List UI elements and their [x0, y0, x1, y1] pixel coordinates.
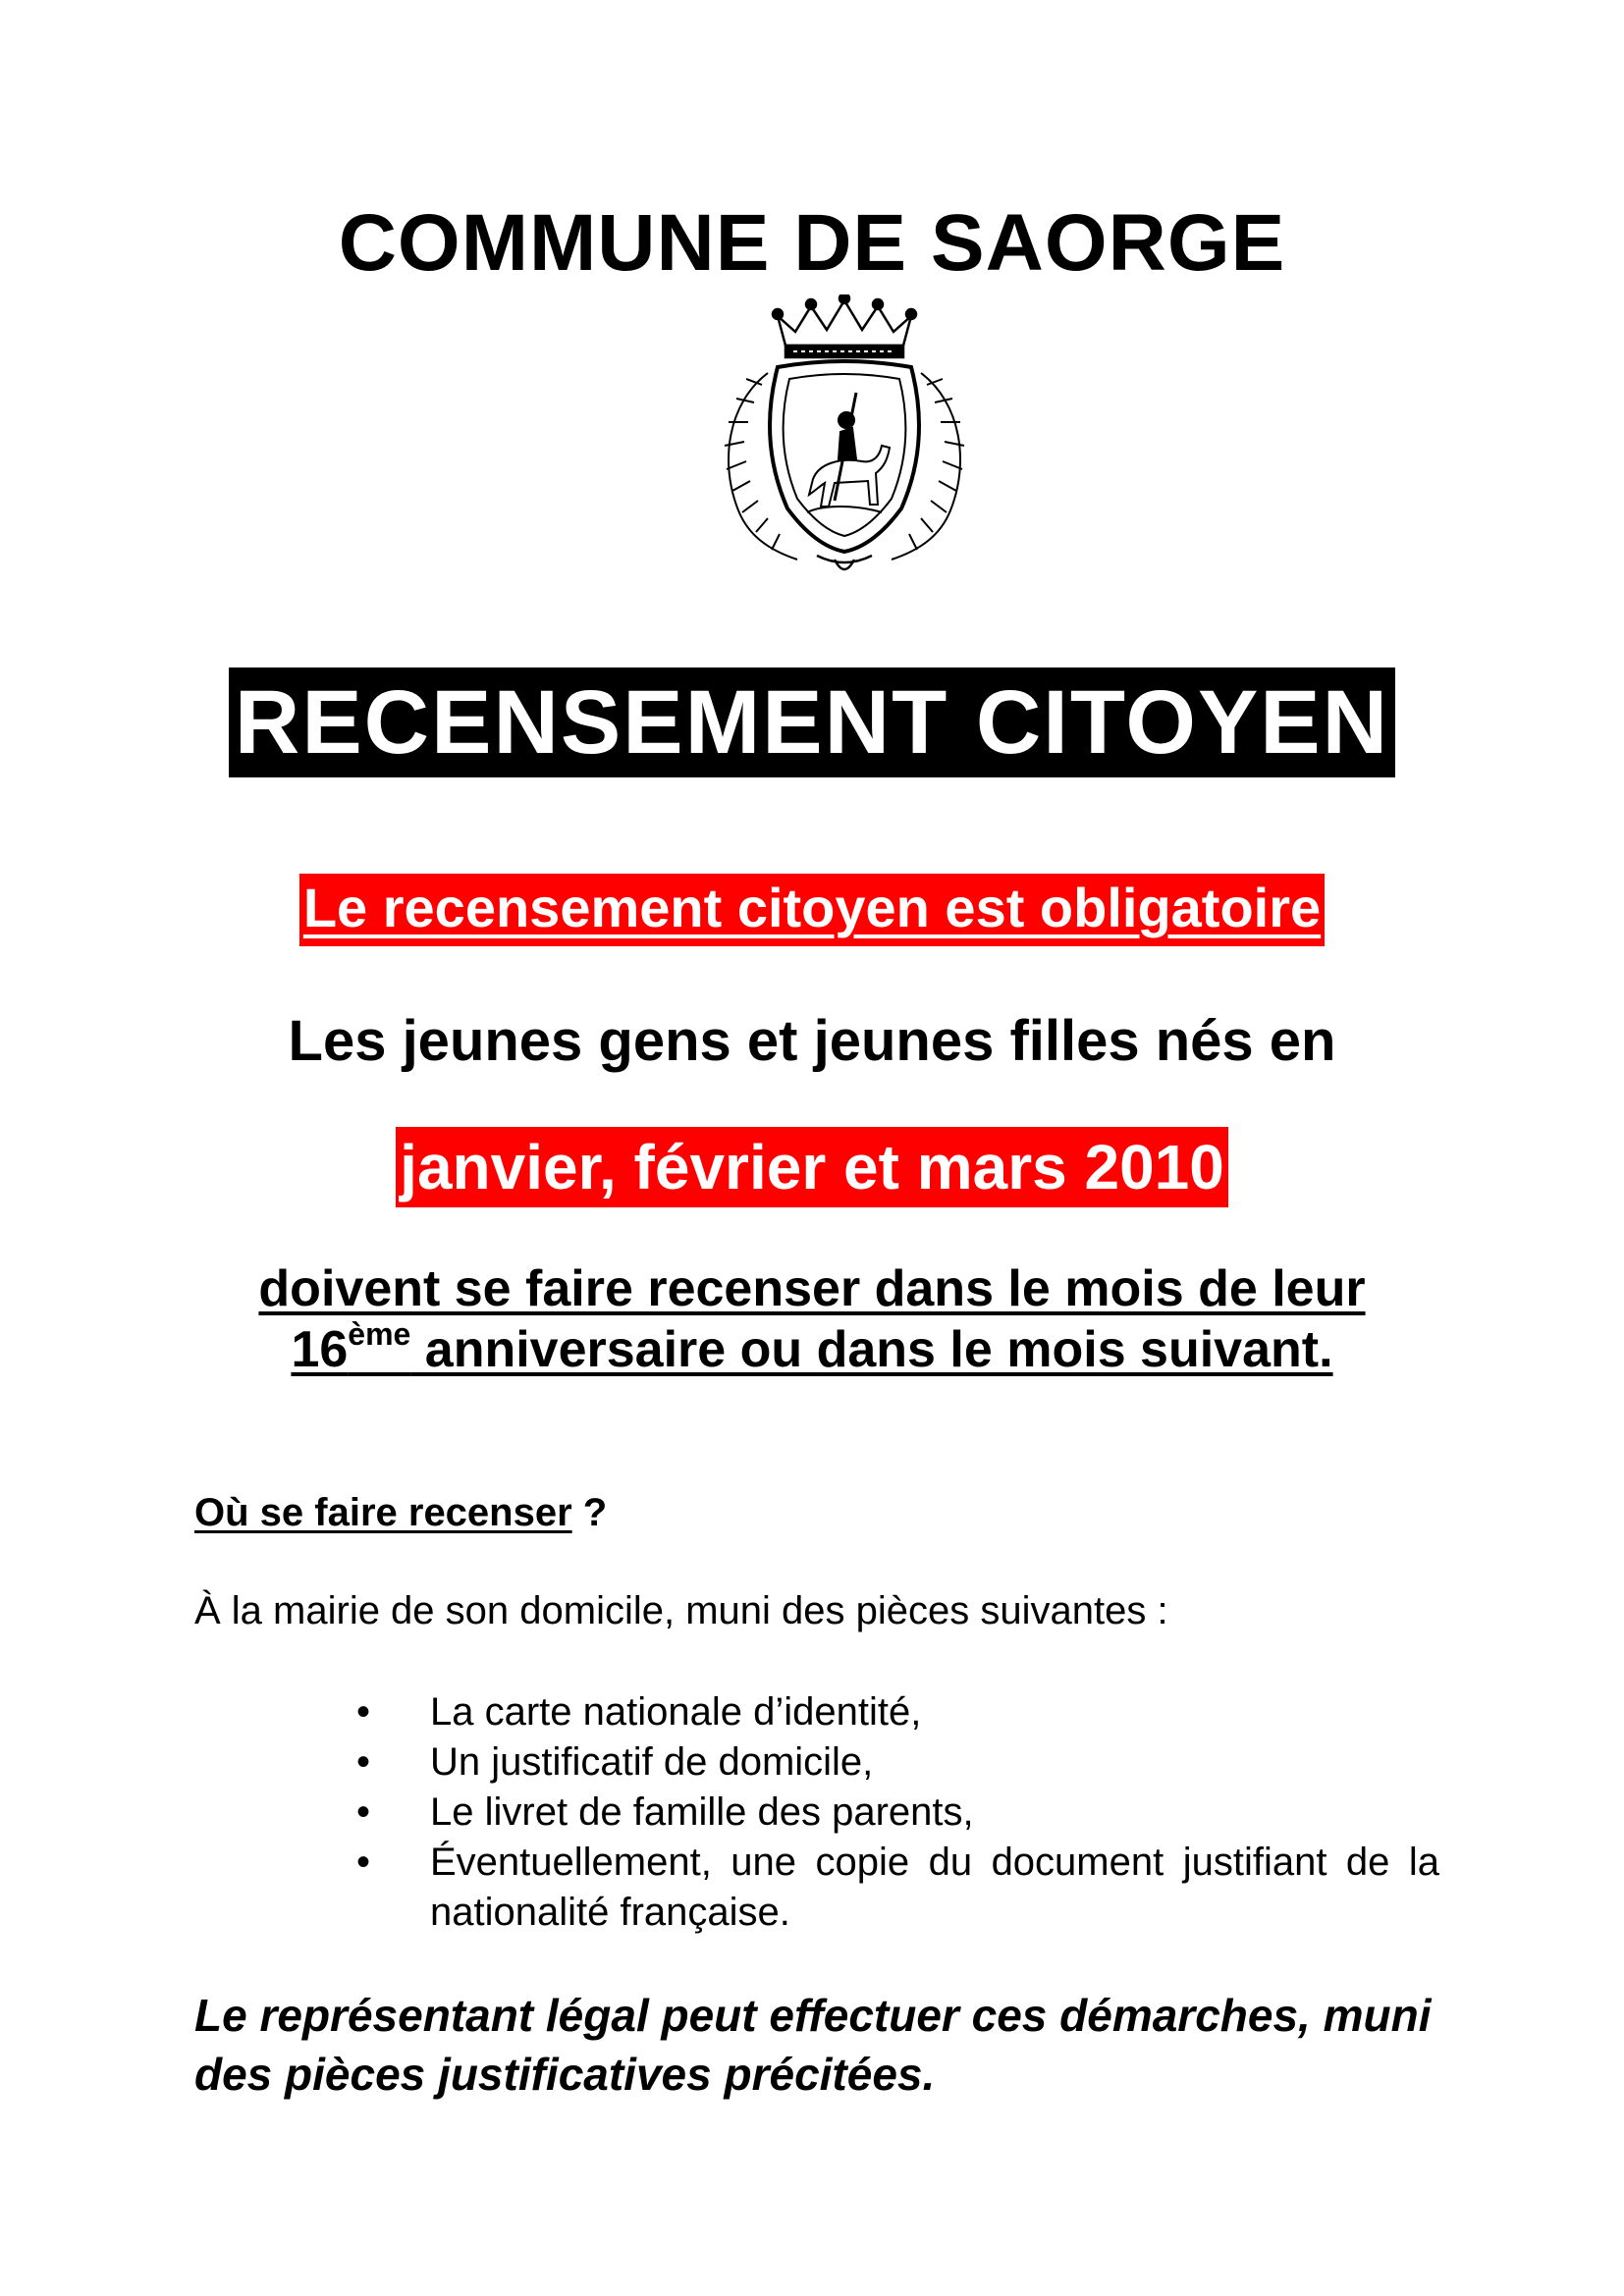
list-item-text: Éventuellement, une copie du document justifiant de la nationalité française.: [430, 1841, 1439, 1934]
list-item-text: Le livret de famille des parents,: [430, 1790, 974, 1834]
bullet-icon: •: [355, 1740, 370, 1784]
list-item: [353, 1687, 1439, 1737]
commune-title: COMMUNE DE SAORGE: [338, 198, 1286, 288]
bullet-icon: •: [355, 1790, 370, 1834]
deadline-line-1: doivent se faire recenser dans le mois de leur: [258, 1260, 1366, 1317]
list-item: [353, 1838, 1439, 1938]
where-heading-suffix: ?: [571, 1491, 608, 1534]
birth-months-banner: janvier, février et mars 2010: [396, 1127, 1228, 1207]
required-documents-list: [353, 1687, 1439, 1938]
registration-deadline-text: [177, 1258, 1447, 1380]
where-heading: [194, 1488, 607, 1537]
list-item: [353, 1737, 1439, 1788]
target-audience-text: Les jeunes gens et jeunes filles nés en: [288, 1009, 1336, 1073]
where-intro: À la mairie de son domicile, muni des pièces suivantes :: [194, 1589, 1168, 1632]
where-heading-label: Où se faire recenser: [194, 1491, 572, 1534]
bullet-icon: •: [355, 1690, 370, 1734]
list-item-text: La carte nationale d’identité,: [430, 1690, 922, 1734]
list-item: [353, 1788, 1439, 1838]
coat-of-arms-icon: [709, 294, 980, 579]
bullet-icon: •: [355, 1841, 370, 1884]
main-title: RECENSEMENT CITOYEN: [229, 667, 1395, 777]
legal-representative-note: Le représentant légal peut effectuer ces démarches, muni des pièces justificatives précitées.: [194, 1990, 1432, 2100]
deadline-line-2: anniversaire ou dans le mois suivant.: [410, 1321, 1333, 1378]
list-item-text: Un justificatif de domicile,: [430, 1740, 874, 1784]
deadline-ordinal-suffix: ème: [348, 1316, 411, 1352]
deadline-ordinal-number: 16: [291, 1321, 349, 1378]
obligatory-banner: Le recensement citoyen est obligatoire: [299, 874, 1325, 946]
